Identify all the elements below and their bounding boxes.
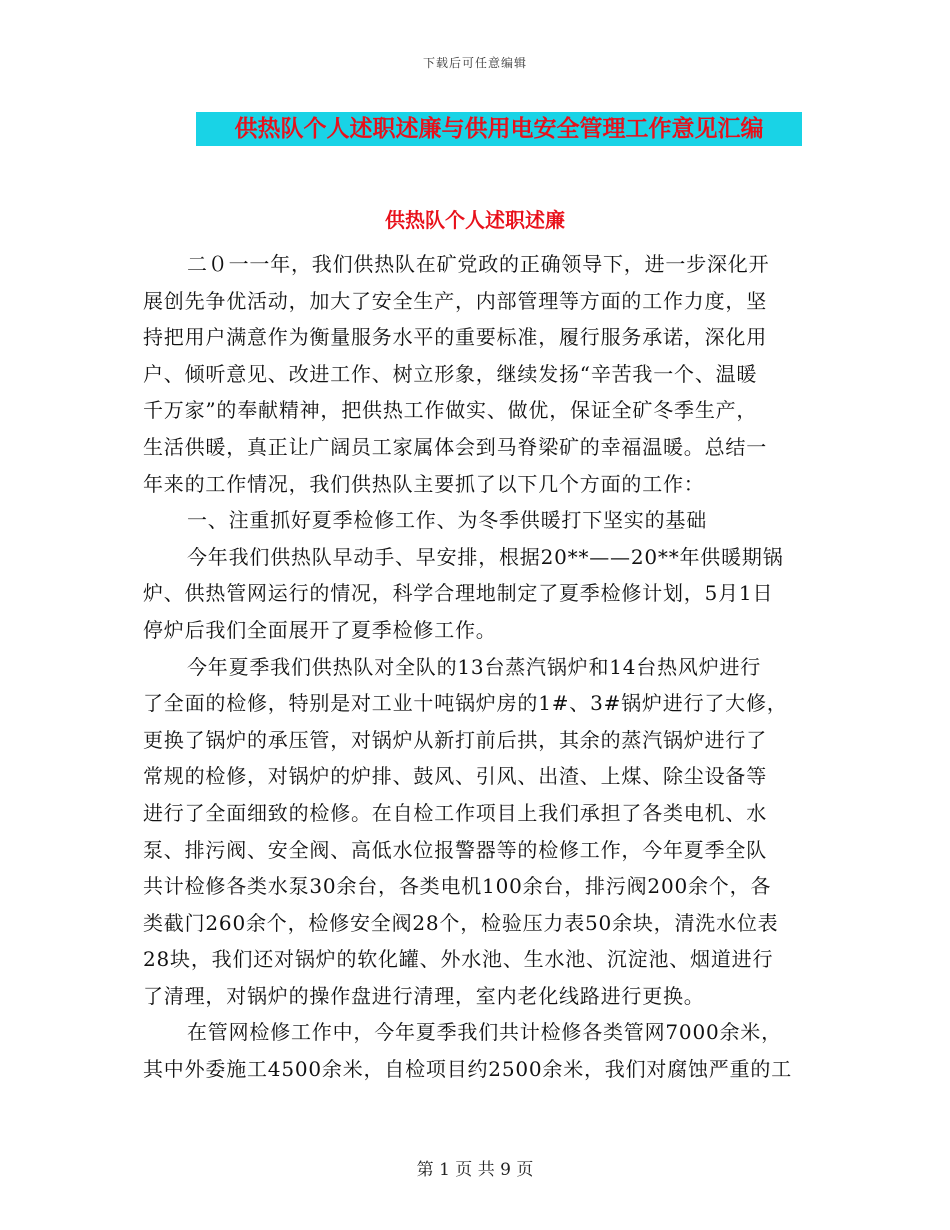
paragraph-line: 共计检修各类水泵30余台，各类电机100余台，排污阀200余个，各 <box>143 874 772 899</box>
paragraph-line: 二０一一年，我们供热队在矿党政的正确领导下，进一步深化开 <box>187 252 770 276</box>
document-title: 供热队个人述职述廉与供用电安全管理工作意见汇编 <box>234 115 764 142</box>
paragraph-line: 炉、供热管网运行的情况，科学合理地制定了夏季检修计划，5月1日 <box>143 581 774 606</box>
paragraph-line: 泵、排污阀、安全阀、高低水位报警器等的检修工作，今年夏季全队 <box>143 837 767 862</box>
paragraph-line: 类截门260余个，检修安全阀28个，检验压力表50余块，清洗水位表 <box>143 910 779 935</box>
paragraph-line: 千万家”的奉献精神，把供热工作做实、做优，保证全矿冬季生产， <box>143 398 758 423</box>
paragraph-line: 在管网检修工作中，今年夏季我们共计检修各类管网7000余米， <box>187 1020 782 1045</box>
paragraph-line: 更换了锅炉的承压管，对锅炉从新打前后拱，其余的蒸汽锅炉进行了 <box>143 727 767 752</box>
paragraph-line: 今年我们供热队早动手、早安排，根据20**——20**年供暖期锅 <box>187 544 784 569</box>
paragraph-line: 持把用户满意作为衡量服务水平的重要标准，履行服务承诺，深化用 <box>143 325 767 350</box>
heading-line: 一、注重抓好夏季检修工作、为冬季供暖打下坚实的基础 <box>187 508 707 533</box>
paragraph-line: 今年夏季我们供热队对全队的13台蒸汽锅炉和14台热风炉进行 <box>187 654 762 679</box>
paragraph-line: 28块，我们还对锅炉的软化罐、外水池、生水池、沉淀池、烟道进行 <box>143 947 774 972</box>
body-text <box>143 246 815 1088</box>
paragraph-line: 其中外委施工4500余米，自检项目约2500余米，我们对腐蚀严重的工 <box>143 1057 792 1082</box>
paragraph-line: 了全面的检修，特别是对工业十吨锅炉房的1#、3#锅炉进行了大修， <box>143 691 788 716</box>
paragraph-line: 常规的检修，对锅炉的炉排、鼓风、引风、出渣、上煤、除尘设备等 <box>143 764 767 789</box>
paragraph-line: 展创先争优活动，加大了安全生产，内部管理等方面的工作力度，坚 <box>143 288 767 313</box>
header-note: 下载后可任意编辑 <box>422 56 527 70</box>
paragraph-line: 进行了全面细致的检修。在自检工作项目上我们承担了各类电机、水 <box>143 800 767 825</box>
page-footer: 第 1 页 共 9 页 <box>416 1160 534 1180</box>
main-title-highlight <box>196 112 802 146</box>
paragraph-line: 生活供暖，真正让广阔员工家属体会到马脊梁矿的幸福温暖。总结一 <box>143 434 767 459</box>
paragraph-line: 户、倾听意见、改进工作、树立形象，继续发扬“辛苦我一个、温暖 <box>143 361 758 386</box>
section-title: 供热队个人述职述廉 <box>385 208 565 232</box>
paragraph-line: 停炉后我们全面展开了夏季检修工作。 <box>143 617 497 642</box>
paragraph-line: 了清理，对锅炉的操作盘进行清理，室内老化线路进行更换。 <box>143 983 705 1008</box>
paragraph-line: 年来的工作情况，我们供热队主要抓了以下几个方面的工作： <box>143 471 705 496</box>
